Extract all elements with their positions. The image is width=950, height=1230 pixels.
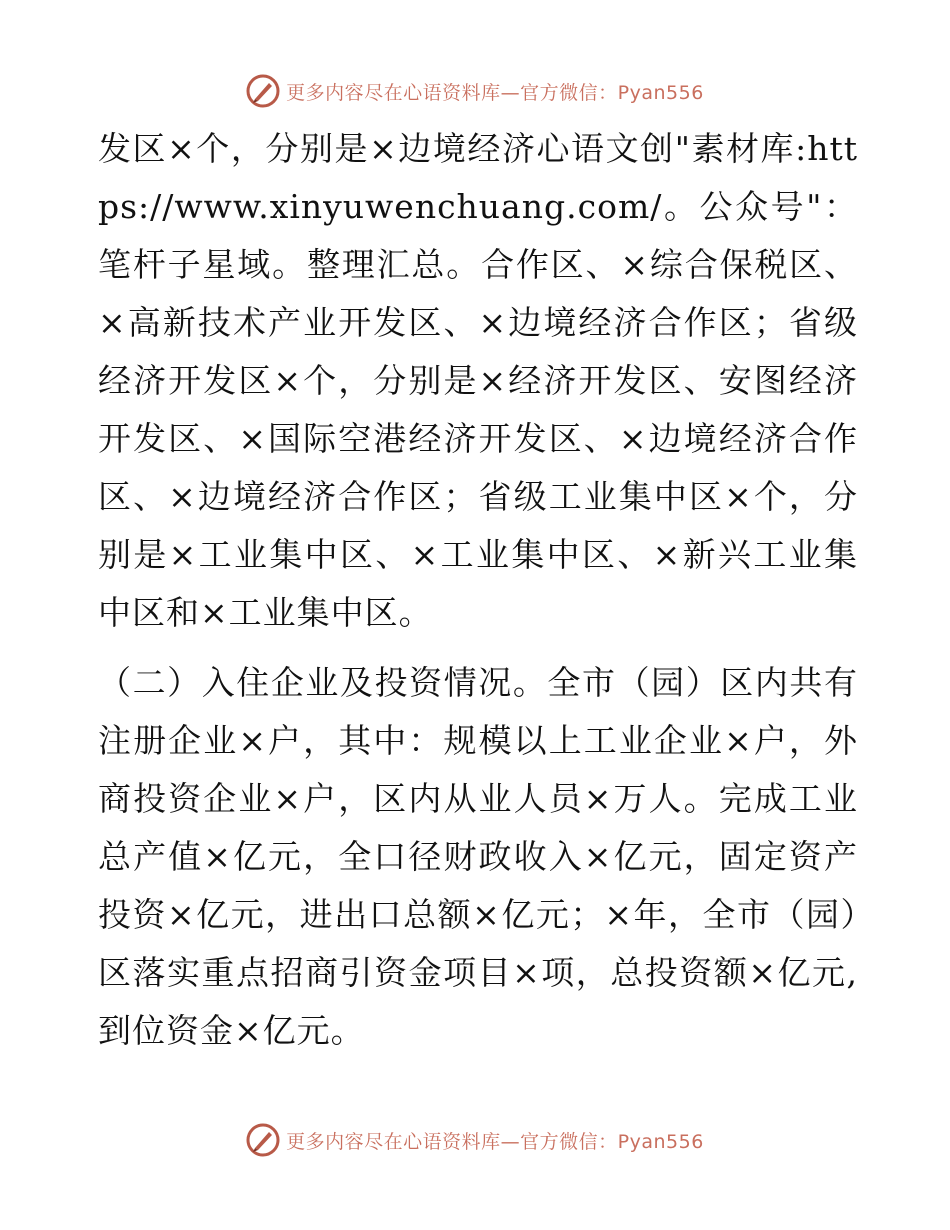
banner-text: 更多内容尽在心语资料库—官方微信：Pyan556 — [286, 1130, 704, 1153]
quill-logo-icon — [246, 74, 280, 108]
footer-banner — [0, 1120, 950, 1160]
document-body — [98, 120, 858, 1060]
paragraph-1: 发区×个，分别是×边境经济心语文创"素材库:https://www.xinyuwenchuang.com/。公众号"：笔杆子星域。整理汇总。合作区、×综合保税区、×高新技术产业开发区、×边境经济合作区；省级经济开发区×个，分别是×经济开发区、安图经济开发区、×国际空港经济开发区、×边境经济合作区、×边境经济合作区；省级工业集中区×个，分别是×工业集中区、×工业集中区、×新兴工业集中区和×工业集中区。 — [98, 129, 858, 632]
paragraph-2: （二）入住企业及投资情况。全市（园）区内共有注册企业×户，其中：规模以上工业企业×户，外商投资企业×户，区内从业人员×万人。完成工业总产值×亿元，全口径财政收入×亿元，固定资产投资×亿元，进出口总额×亿元；×年，全市（园）区落实重点招商引资金项目×项，总投资额×亿元,到位资金×亿元。 — [98, 663, 858, 1050]
quill-logo-icon — [246, 1123, 280, 1157]
banner-text: 更多内容尽在心语资料库—官方微信：Pyan556 — [286, 81, 704, 104]
header-banner — [0, 71, 950, 111]
